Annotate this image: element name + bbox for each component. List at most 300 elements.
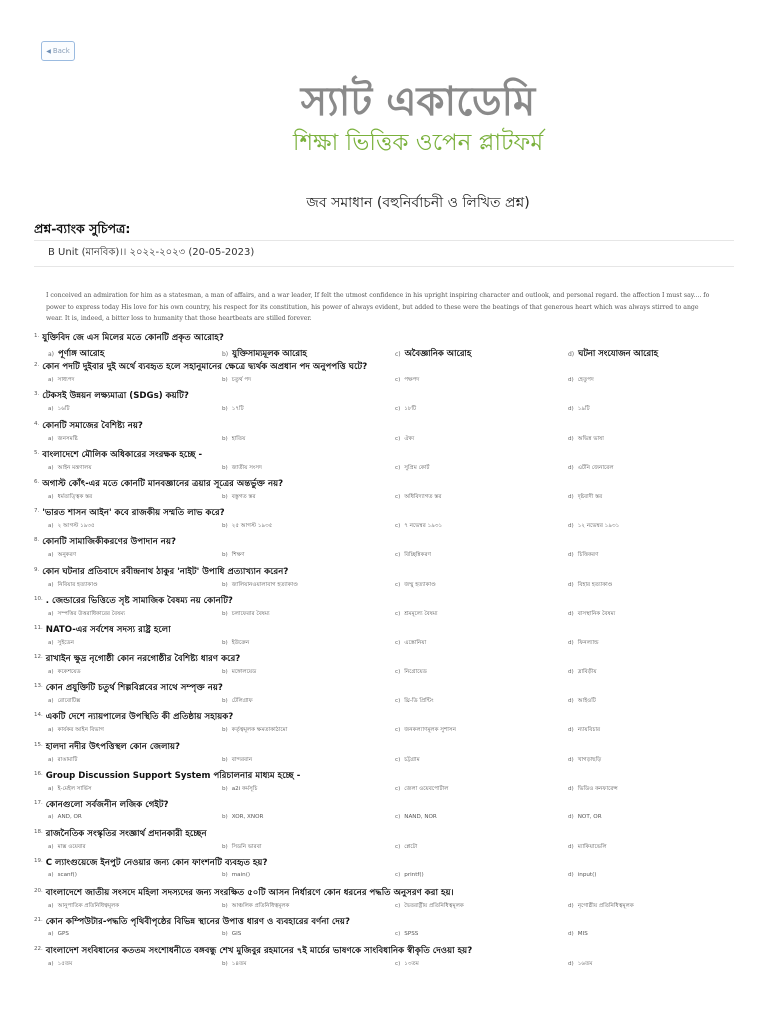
option-c[interactable] — [395, 581, 436, 590]
option-c[interactable] — [395, 376, 419, 385]
option-b[interactable] — [222, 347, 307, 361]
option-text: মাক্স ওয়েবার — [57, 844, 86, 851]
option-b[interactable] — [222, 551, 245, 560]
option-text: ১৬তম — [577, 960, 593, 967]
option-c[interactable] — [395, 551, 431, 560]
option-row — [48, 347, 768, 359]
option-d[interactable] — [568, 405, 590, 414]
option-key: a) — [48, 610, 54, 617]
question-header — [34, 945, 472, 959]
option-row — [48, 405, 768, 417]
option-text: ১৫তম — [57, 960, 73, 967]
option-text: ২৫ আগস্ট ১৯৩৫ — [231, 523, 273, 530]
option-text: ১৬টি — [57, 406, 70, 413]
option-a[interactable] — [48, 581, 98, 590]
option-a[interactable] — [48, 347, 104, 361]
option-row — [48, 960, 768, 972]
option-a[interactable] — [48, 785, 92, 794]
option-b[interactable] — [222, 581, 298, 590]
option-text: জনকল্যাণমূলক সুশাসন — [404, 727, 456, 734]
option-key: c) — [395, 960, 401, 967]
question-header — [34, 828, 207, 842]
question-text: কোন কম্পিউটার-পদ্ধতি পৃথিবীপৃষ্ঠের বিভিন্ন স্থানের উপাত্ত ধারণ ও ব্যবহারের বর্ণনা দেয়? — [45, 916, 350, 927]
option-row — [48, 610, 768, 622]
option-c[interactable] — [395, 960, 419, 969]
page-heading: জব সমাধান (বহুনির্বাচনী ও লিখিত প্রশ্ন) — [306, 195, 530, 211]
question-header — [34, 332, 224, 346]
option-d[interactable] — [568, 785, 618, 794]
option-key: a) — [48, 872, 54, 879]
question-number: 10. — [34, 595, 43, 602]
question-number: 13. — [34, 683, 43, 690]
option-text: বিচ্ছিন্নিকরণ — [404, 552, 432, 559]
option-d[interactable] — [568, 551, 598, 560]
option-b[interactable] — [222, 814, 263, 820]
option-a[interactable] — [48, 726, 104, 735]
option-key: d) — [568, 406, 574, 413]
option-row — [48, 435, 768, 447]
option-text: SPSS — [404, 930, 419, 937]
option-key: b) — [222, 756, 228, 763]
option-key: a) — [48, 639, 54, 646]
option-key: b) — [222, 406, 228, 413]
option-row — [48, 756, 768, 768]
option-text: দ্রাবিড়ীয় — [577, 669, 597, 676]
option-key: b) — [222, 930, 228, 937]
option-text: থ্রি-ডি প্রিন্টিং — [404, 698, 434, 705]
option-text: নিবিয়ার হত্যাকাণ্ড — [57, 581, 98, 588]
option-c[interactable] — [395, 726, 456, 735]
option-text: যুক্তিসাম্যমূলক আরোহ — [232, 348, 307, 358]
option-key: c) — [395, 727, 401, 734]
option-text: বস্তুগত স্তর — [231, 493, 256, 500]
option-text: ঘটনা সংযোজন আরোহ — [578, 348, 658, 358]
option-key: d) — [568, 669, 574, 676]
option-d[interactable] — [568, 639, 599, 648]
option-key: b) — [222, 814, 228, 820]
option-text: চট্টগ্রাম — [404, 756, 420, 763]
option-c[interactable] — [395, 785, 448, 794]
option-key: c) — [395, 493, 401, 500]
option-text: ককেশয়েড — [57, 669, 81, 676]
option-key: c) — [395, 698, 401, 705]
option-c[interactable] — [395, 405, 416, 414]
option-key: d) — [568, 610, 574, 617]
option-text: আনুপাতিক প্রতিনিধিত্বমূলক — [57, 902, 120, 909]
option-d[interactable] — [568, 581, 613, 590]
option-key: a) — [48, 844, 54, 851]
passage-text — [46, 290, 762, 325]
option-c[interactable] — [395, 843, 417, 852]
question-item — [34, 507, 768, 536]
option-a[interactable] — [48, 697, 80, 706]
option-key: d) — [568, 435, 574, 442]
option-b[interactable] — [222, 756, 252, 765]
option-b[interactable] — [222, 435, 245, 444]
option-key: b) — [222, 902, 228, 909]
option-key: c) — [395, 930, 401, 937]
question-number: 5. — [34, 449, 40, 456]
unit-selector[interactable] — [34, 240, 734, 267]
option-text: ভিডিও কনফারেন্স — [577, 785, 618, 792]
option-d[interactable] — [568, 697, 596, 706]
option-b[interactable] — [222, 522, 272, 531]
option-key: c) — [395, 552, 401, 559]
option-key: c) — [395, 377, 401, 384]
option-text: NOT, OR — [577, 814, 602, 820]
option-row — [48, 581, 768, 593]
option-text: চলাফেরার বৈষম্য — [231, 610, 270, 617]
option-text: জনসমষ্টি — [57, 435, 78, 442]
question-text: রাখাইন ক্ষুদ্র নৃগোষ্ঠী কোন নরগোষ্ঠীর বৈশিষ্ট্য ধারণ করে? — [45, 654, 241, 665]
option-key: d) — [568, 351, 575, 358]
option-key: b) — [222, 669, 228, 676]
option-b[interactable] — [222, 376, 251, 385]
option-text: ১৯টি — [577, 406, 590, 413]
question-item — [34, 916, 768, 945]
option-c[interactable] — [395, 639, 426, 648]
option-key: b) — [222, 960, 228, 967]
option-a[interactable] — [48, 522, 95, 531]
option-text: অভিন্ন ভাষা — [577, 435, 604, 442]
option-a[interactable] — [48, 814, 82, 820]
option-text: দৃষ্টবাদী স্তর — [577, 493, 603, 500]
question-text: বাংলাদেশে মৌলিক অধিকারের সংরক্ষক হচ্ছে - — [42, 449, 203, 460]
question-text: Group Discussion Support System পরিচালনার মাধ্যম হচ্ছে - — [45, 770, 301, 781]
question-item — [34, 711, 768, 740]
option-d[interactable] — [568, 493, 602, 502]
option-row — [48, 522, 768, 534]
option-key: b) — [222, 351, 229, 358]
question-header — [34, 420, 143, 434]
option-d[interactable] — [568, 610, 615, 619]
option-key: c) — [395, 406, 401, 413]
question-header — [34, 536, 176, 550]
option-b[interactable] — [222, 668, 256, 677]
option-b[interactable] — [222, 931, 241, 937]
question-text: 'ভারত শাসন আইন' কবে রাজকীয় সম্মতি লাভ করে? — [42, 508, 225, 519]
option-key: c) — [395, 844, 401, 851]
option-d[interactable] — [568, 376, 594, 385]
question-header — [34, 711, 233, 725]
option-key: d) — [568, 464, 574, 471]
option-b[interactable] — [222, 872, 250, 878]
question-text: কোন ঘটনার প্রতিবাদে রবীন্দ্রনাথ ঠাকুর 'নাইট' উপাধি প্রত্যাখ্যান করেন? — [42, 566, 289, 577]
option-a[interactable] — [48, 756, 77, 765]
question-number: 1. — [34, 333, 40, 339]
option-d[interactable] — [568, 347, 658, 361]
question-text: টেকসই উন্নয়ন লক্ষ্যমাত্রা (SDGs) কয়টি? — [42, 391, 189, 402]
option-c[interactable] — [395, 814, 437, 820]
option-row — [48, 843, 768, 855]
option-b[interactable] — [222, 639, 249, 648]
option-d[interactable] — [568, 435, 604, 444]
option-d[interactable] — [568, 960, 592, 969]
question-number: 20. — [34, 887, 43, 894]
option-text: scanf() — [57, 872, 77, 879]
option-text: MIS — [577, 930, 588, 937]
option-d[interactable] — [568, 522, 619, 531]
option-key: a) — [48, 435, 54, 442]
option-b[interactable] — [222, 610, 270, 619]
option-b[interactable] — [222, 405, 244, 414]
option-row — [48, 668, 768, 680]
option-text: ন্যায়বিচার — [577, 727, 601, 734]
option-a[interactable] — [48, 668, 81, 677]
option-a[interactable] — [48, 843, 86, 852]
question-item — [34, 449, 768, 478]
question-header — [34, 478, 283, 492]
question-number: 6. — [34, 478, 40, 485]
question-text: C ল্যাংগুয়েজে ইনপুট নেওয়ার জন্য কোন ফাংশনটি ব্যবহৃত হয়? — [45, 858, 268, 869]
question-number: 12. — [34, 654, 43, 661]
option-a[interactable] — [48, 960, 72, 969]
question-number: 8. — [34, 537, 40, 544]
question-number: 11. — [34, 624, 43, 631]
option-b[interactable] — [222, 697, 253, 706]
option-text: ঐক্য — [404, 435, 415, 442]
option-c[interactable] — [395, 756, 420, 765]
option-d[interactable] — [568, 814, 602, 820]
option-key: d) — [568, 639, 574, 646]
option-text: কর্তৃত্বমূলক ক্ষমতাকাঠামো — [231, 727, 288, 734]
question-header — [34, 653, 240, 667]
option-row — [48, 376, 768, 388]
option-key: d) — [568, 844, 574, 851]
option-text: আঞ্চলিক প্রতিনিধিত্বমূলক — [231, 902, 290, 909]
question-number: 15. — [34, 741, 43, 748]
option-a[interactable] — [48, 435, 78, 444]
option-d[interactable] — [568, 872, 597, 878]
option-a[interactable] — [48, 551, 76, 560]
passage-line: I conceived an admiration for him as a statesman, a man of affairs, and a war leader, If felt the utmost confidence in his upright inspiring character and outlook, and personal regard. the affection I must say.... fo — [46, 292, 710, 299]
question-item — [34, 536, 768, 565]
option-key: c) — [395, 639, 401, 646]
question-number: 21. — [34, 916, 43, 923]
question-item — [34, 653, 768, 682]
question-item — [34, 799, 768, 828]
option-a[interactable] — [48, 931, 69, 937]
option-c[interactable] — [395, 697, 434, 706]
question-item — [34, 420, 768, 449]
option-key: d) — [568, 960, 574, 967]
option-c[interactable] — [395, 435, 414, 444]
question-number: 3. — [34, 391, 40, 398]
option-key: b) — [222, 639, 228, 646]
option-d[interactable] — [568, 464, 613, 473]
option-key: a) — [48, 756, 54, 763]
question-header — [34, 682, 223, 696]
back-button[interactable] — [41, 41, 75, 61]
option-text: ই-মেইল সার্ভিস — [57, 785, 92, 792]
option-row — [48, 902, 768, 914]
option-text: চিত্তিকরণ — [577, 552, 599, 559]
option-key: a) — [48, 493, 54, 500]
question-header — [34, 741, 180, 755]
question-text: কোনটি সামাজিকীকরণের উপাদান নয়? — [42, 537, 176, 548]
option-c[interactable] — [395, 668, 427, 677]
option-row — [48, 697, 768, 709]
question-header — [34, 566, 288, 580]
question-header — [34, 390, 189, 404]
option-key: a) — [48, 581, 54, 588]
option-key: c) — [395, 581, 401, 588]
option-text: ১২ নভেম্বর ১৯৩১ — [577, 523, 620, 530]
option-key: a) — [48, 351, 55, 358]
option-text: নৃগোষ্ঠীয় প্রতিনিধিত্বমূলক — [577, 902, 634, 909]
option-key: d) — [568, 814, 574, 820]
option-b[interactable] — [222, 843, 261, 852]
option-text: ৭ নভেম্বর ১৯৩১ — [404, 523, 443, 530]
option-key: d) — [568, 785, 574, 792]
option-a[interactable] — [48, 902, 119, 911]
option-key: a) — [48, 523, 54, 530]
option-text: ইউক্রেন — [231, 639, 250, 646]
question-bank-title: প্রশ্ন-ব্যাংক সুচিপত্র: — [34, 221, 131, 236]
option-d[interactable] — [568, 843, 607, 852]
option-key: b) — [222, 785, 228, 792]
question-text: কোনটি সমাজের বৈশিষ্ট্য নয়? — [42, 420, 143, 431]
question-text: কোন পদটি দুইবার দুই অর্থে ব্যবহৃত হলে সহানুমানের ক্ষেত্রে দ্ব্যর্থক অপ্রধান পদ অনুপপত্তি ঘটে? — [42, 362, 368, 373]
question-header — [34, 887, 454, 901]
option-key: b) — [222, 523, 228, 530]
option-key: a) — [48, 698, 54, 705]
question-number: 17. — [34, 800, 43, 806]
option-key: a) — [48, 406, 54, 413]
option-text: দ্বৈতরাষ্ট্রীয় প্রতিনিধিত্বমূলক — [404, 902, 464, 909]
option-a[interactable] — [48, 405, 70, 414]
option-b[interactable] — [222, 785, 257, 794]
option-c[interactable] — [395, 493, 441, 502]
brand-subtitle: শিক্ষা ভিত্তিক ওপেন প্লাটফর্ম — [292, 130, 544, 156]
option-text: ১৩তম — [404, 960, 419, 967]
option-c[interactable] — [395, 347, 471, 361]
back-button-label: Back — [52, 47, 70, 55]
option-key: d) — [568, 523, 574, 530]
option-key: d) — [568, 872, 574, 879]
option-text: AND, OR — [57, 814, 82, 820]
option-text: খাগড়াছড়ি — [577, 756, 602, 763]
option-b[interactable] — [222, 493, 256, 502]
option-a[interactable] — [48, 493, 92, 502]
option-a[interactable] — [48, 639, 74, 648]
option-row — [48, 785, 768, 797]
question-header — [34, 770, 300, 784]
question-text: বাংলাদেশ সংবিধানের কততম সংশোধনীতে বঙ্গবন্ধু শেখ মুজিবুর রহমানের ৭ই মার্চের ভাষণকে সাংবিধানিক স্বীকৃতি দেওয়া হয়? — [45, 945, 473, 956]
question-item — [34, 361, 768, 390]
option-key: c) — [395, 785, 401, 792]
option-key: d) — [568, 377, 574, 384]
option-text: GPS — [57, 930, 69, 937]
option-key: a) — [48, 960, 54, 967]
question-item — [34, 624, 768, 653]
question-text: NATO-এর সর্বশেষ সদস্য রাষ্ট্র হলো — [45, 624, 171, 635]
option-a[interactable] — [48, 376, 74, 385]
option-b[interactable] — [222, 464, 262, 473]
option-key: d) — [568, 902, 574, 909]
option-text: নিগ্রোয়েড — [404, 669, 427, 676]
option-d[interactable] — [568, 756, 601, 765]
question-item — [34, 770, 768, 799]
option-key: d) — [568, 581, 574, 588]
unit-label: B Unit (মানবিক)।। ২০২২-২০২৩ (20-05-2023) — [48, 247, 255, 258]
option-d[interactable] — [568, 931, 588, 937]
option-c[interactable] — [395, 931, 418, 937]
question-item — [34, 478, 768, 507]
option-row — [48, 726, 768, 738]
option-a[interactable] — [48, 464, 92, 473]
question-header — [34, 857, 267, 871]
question-number: 7. — [34, 508, 40, 515]
question-header — [34, 799, 169, 813]
option-b[interactable] — [222, 726, 287, 735]
option-d[interactable] — [568, 902, 634, 911]
option-key: c) — [395, 435, 401, 442]
question-text: কোনগুলো সর্বজনীন লজিক গেইট? — [45, 800, 169, 810]
option-row — [48, 814, 768, 826]
option-c[interactable] — [395, 610, 438, 619]
option-text: শিক্ষণ — [231, 552, 245, 559]
option-text: জেলা ওয়েবপোর্টাল — [404, 785, 449, 792]
option-a[interactable] — [48, 610, 125, 619]
option-key: d) — [568, 552, 574, 559]
option-text: অবৈজ্ঞানিক আরোহ — [404, 348, 472, 358]
option-c[interactable] — [395, 464, 429, 473]
option-text: মঙ্গোলয়েড — [231, 669, 257, 676]
option-b[interactable] — [222, 960, 246, 969]
question-item — [34, 566, 768, 595]
option-text: হেতুপদ — [577, 377, 594, 384]
option-text: পূর্ণাঙ্গ আরোহ — [58, 348, 105, 358]
option-text: সম্পত্তির উত্তরাধিকারের বৈষম্য — [57, 610, 125, 617]
question-item — [34, 741, 768, 770]
option-key: a) — [48, 464, 54, 471]
option-text: পক্ষপদ — [404, 377, 420, 384]
option-key: a) — [48, 785, 54, 792]
option-c[interactable] — [395, 522, 442, 531]
option-text: সুপ্রিম কোর্ট — [404, 464, 430, 471]
question-header — [34, 916, 350, 930]
option-key: a) — [48, 377, 54, 384]
question-number: 19. — [34, 858, 43, 865]
option-d[interactable] — [568, 726, 600, 735]
question-number: 9. — [34, 566, 40, 573]
option-key: d) — [568, 727, 574, 734]
option-text: বিহার হত্যাকাণ্ড — [577, 581, 613, 588]
option-key: a) — [48, 552, 54, 559]
option-b[interactable] — [222, 902, 289, 911]
option-key: b) — [222, 464, 228, 471]
option-a[interactable] — [48, 872, 77, 878]
option-text: a2i কর্মসূচি — [231, 785, 258, 792]
option-text: হাতিয় — [231, 435, 246, 442]
option-d[interactable] — [568, 668, 597, 677]
option-key: d) — [568, 493, 574, 500]
option-text: ফিনল্যান্ড — [577, 639, 599, 646]
option-c[interactable] — [395, 872, 424, 878]
option-row — [48, 872, 768, 884]
question-item — [34, 595, 768, 624]
option-key: b) — [222, 493, 228, 500]
option-key: c) — [395, 872, 401, 879]
question-header — [34, 595, 233, 609]
option-text: ১৮টি — [404, 406, 417, 413]
question-number: 22. — [34, 945, 43, 952]
option-text: ম্যাকিয়াভেলি — [577, 844, 607, 851]
option-text: NAND, NOR — [404, 814, 437, 820]
option-text: GIS — [231, 930, 242, 937]
option-c[interactable] — [395, 902, 464, 911]
